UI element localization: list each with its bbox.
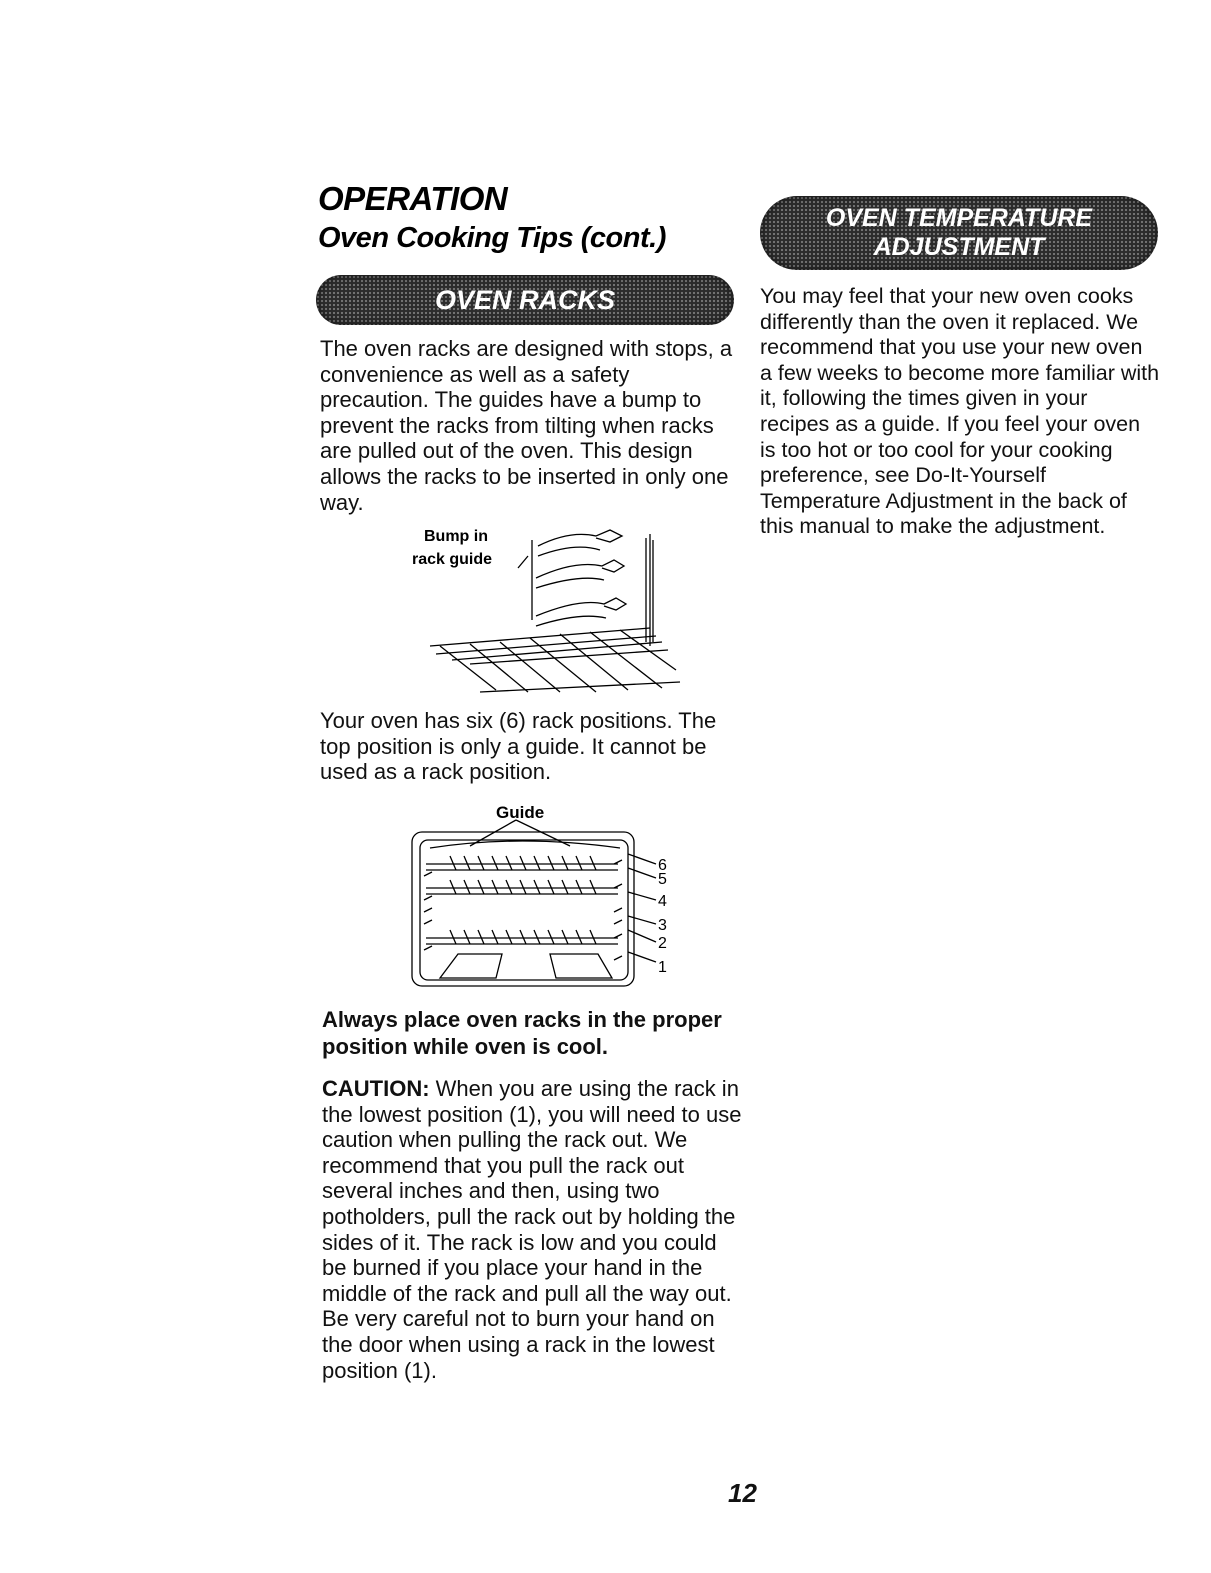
oven-rack-positions-illustration: [400, 796, 690, 996]
caution-text: When you are using the rack in the lowest position (1), you will need to use caution when pulling the rack out. We recommend that you pull the rack out several inches and then, using two potholders, pull the rack out by holding the sides of it. The rack is low and you could be burned if you place your hand in the middle of the rack and pull all the way out. Be very careful not to burn your hand on the door when using a rack in the lowest position (1).: [322, 1076, 742, 1383]
guide-label: Guide: [496, 803, 545, 822]
oven-drawing: [412, 820, 656, 986]
oven-temperature-banner: [760, 196, 1158, 270]
rack-number-5: 5: [658, 871, 667, 888]
rack-guide-illustration: [400, 520, 690, 700]
page-subtitle: Oven Cooking Tips (cont.): [318, 222, 666, 254]
rack-positions-paragraph: Your oven has six (6) rack positions. The top position is only a guide. It cannot be used as a rack position.: [320, 708, 717, 785]
rack-number-6: 6: [658, 857, 667, 874]
section-title: OPERATION: [318, 180, 508, 217]
temperature-paragraph: You may feel that your new oven cooks differently than the oven it replaced. We recommend that you use your new oven a few weeks to become more familiar with it, following the times given in your recipes as a guide. If you feel your oven is too hot or too cool for your cooking preference, see Do-It-Yourself Temperature Adjustment in the back of this manual to make the adjustment.: [760, 284, 1160, 539]
always-place-racks-note: Always place oven racks in the proper position while oven is cool.: [322, 1007, 722, 1059]
bump-label-line1: Bump in: [424, 528, 488, 545]
page-number: 12: [728, 1478, 757, 1508]
rack-number-4: 4: [658, 893, 667, 910]
banner-line-2: ADJUSTMENT: [873, 233, 1045, 261]
oven-racks-banner: OVEN RACKS: [316, 275, 734, 325]
oven-racks-paragraph: The oven racks are designed with stops, a convenience as well as a safety precaution. The guides have a bump to prevent the racks from tilting when racks are pulled out of the oven. This design allows the racks to be inserted in only one way.: [320, 336, 733, 515]
rack-number-1: 1: [658, 959, 667, 976]
bump-label-line2: rack guide: [412, 551, 493, 568]
banner-line-1: OVEN TEMPERATURE: [825, 204, 1093, 232]
rack-number-2: 2: [658, 935, 667, 952]
rack-number-3: 3: [658, 917, 667, 934]
caution-paragraph: [322, 1076, 742, 1383]
caution-label: CAUTION:: [322, 1076, 430, 1101]
